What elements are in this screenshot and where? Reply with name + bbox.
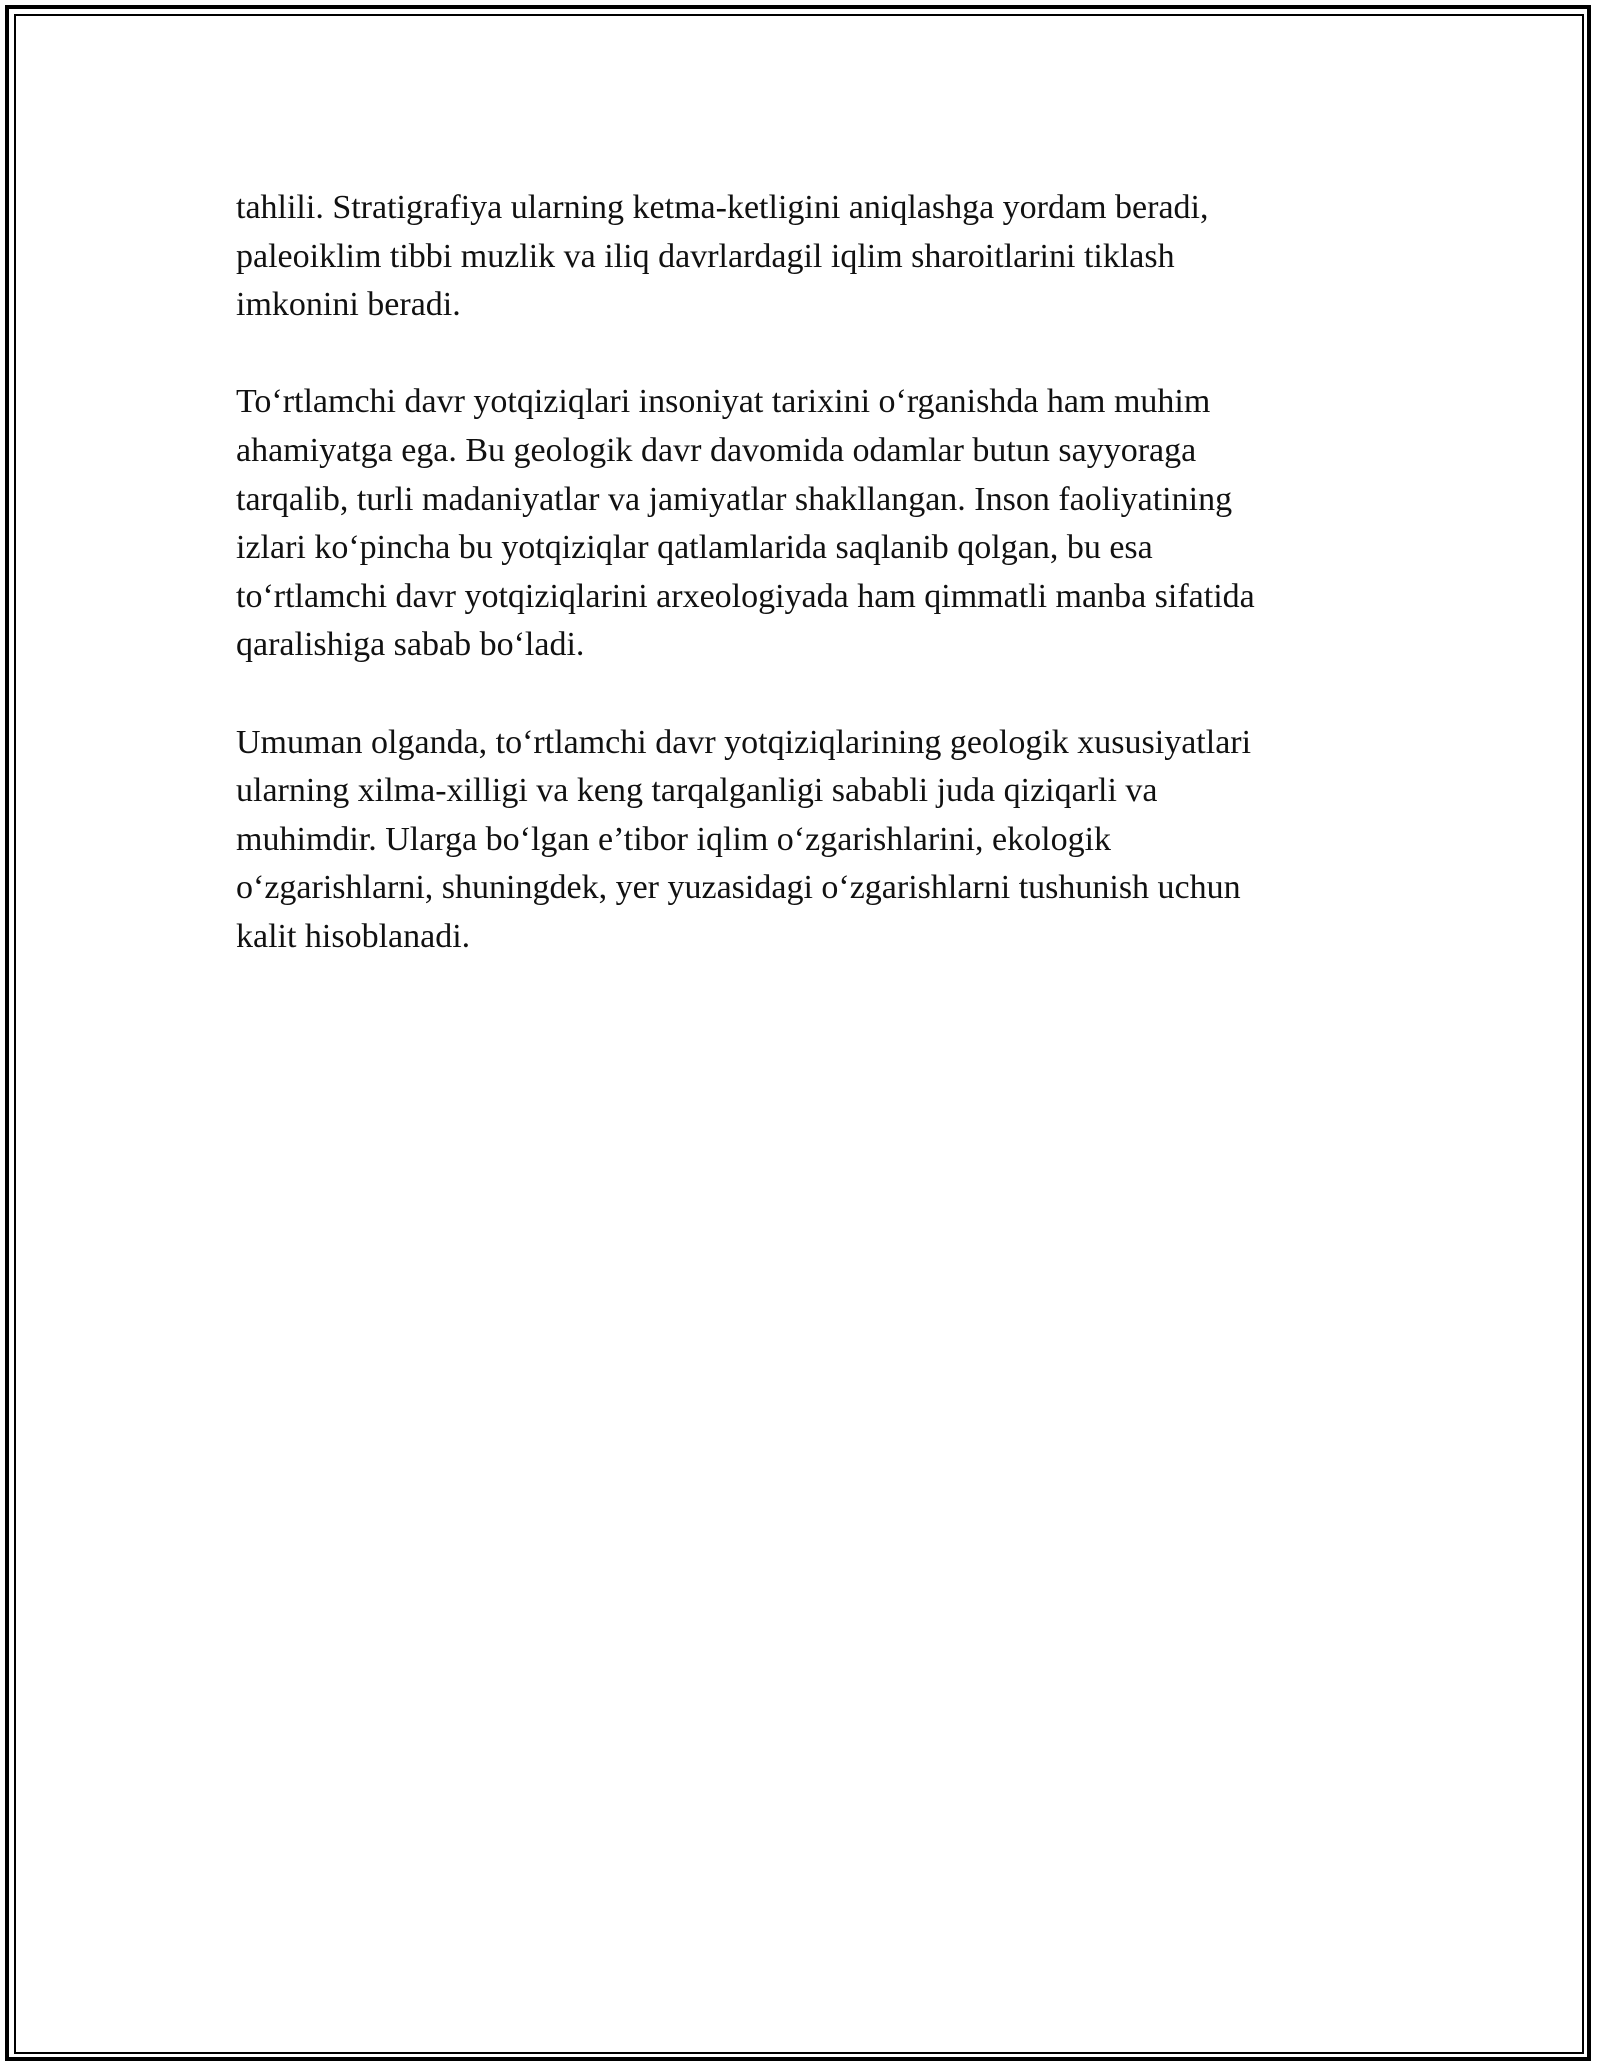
paragraph-2: To‘rtlamchi davr yotqiziqlari insoniyat tarixini o‘rganishda ham muhim ahamiyatga ega. Bu geologik davr davomida odamlar butun sayyoraga tarqalib, turli madaniyatlar va jamiyatlar shakllangan. Inson faoliyatining izlari ko‘pincha bu yotqiziqlar qatlamlarida saqlanib qolgan, bu esa to‘rtlamchi davr yotqiziqlarini arxeologiyada ham qimmatli manba sifatida qaralishiga sabab bo‘ladi. (236, 383, 1255, 664)
paragraph-1: tahlili. Stratigrafiya ularning ketma-ketligini aniqlashga yordam beradi, paleoiklim tibbi muzlik va iliq davrlardagil iqlim sharoitlarini tiklash imkonini beradi. (236, 189, 1209, 324)
paragraph-3: Umuman olganda, to‘rtlamchi davr yotqiziqlarining geologik xususiyatlari ularning xilma-xilligi va keng tarqalganligi sababli juda qiziqarli va muhimdir. Ularga bo‘lgan e’tibor iqlim o‘zgarishlarini, ekologik o‘zgarishlarni, shuningdek, yer yuzasidagi o‘zgarishlarni tushunish uchun kalit hisoblanadi. (236, 723, 1252, 955)
document-body (236, 184, 1366, 1010)
